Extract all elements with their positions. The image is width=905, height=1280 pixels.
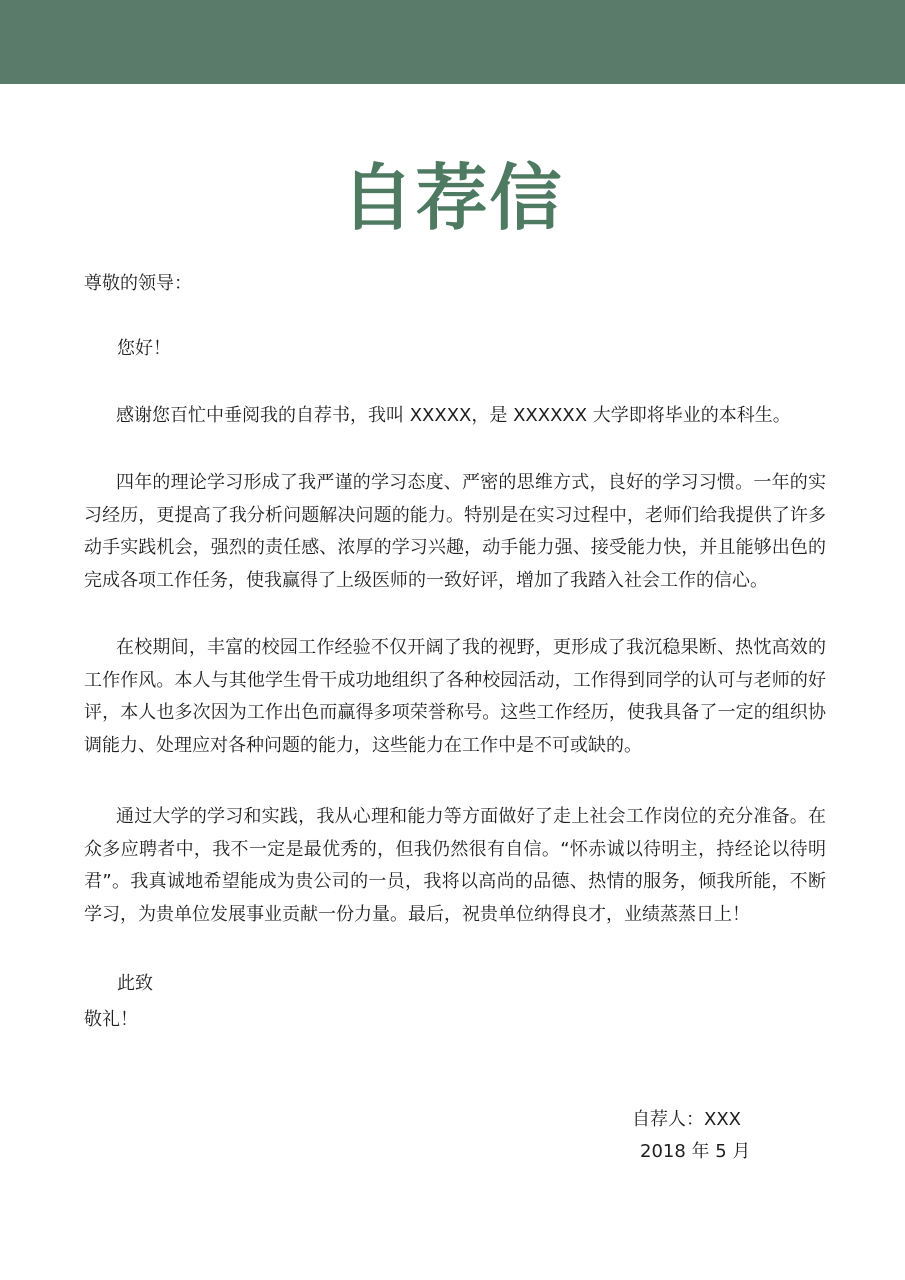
paragraph-conclusion: 通过大学的学习和实践，我从心理和能力等方面做好了走上社会工作岗位的充分准备。在众多应聘者中，我不一定是最优秀的，但我仍然很有自信。“怀赤诚以待明主，持经论以待明君”。我真诚地希望能成为贵公司的一员，我将以高尚的品德、热情的服务，倾我所能，不断学习，为贵单位发展事业贡献一份力量。最后，祝贵单位纳得良才，业绩蒸蒸日上！ [84,806,826,925]
closing-jing-li: 敬礼！ [84,1009,138,1030]
greeting: 您好！ [117,338,171,359]
header-band [0,0,905,84]
paragraph-campus: 在校期间，丰富的校园工作经验不仅开阔了我的视野，更形成了我沉稳果断、热忱高效的工作作风。本人与其他学生骨干成功地组织了各种校园活动，工作得到同学的认可与老师的好评，本人也多次因为工作出色而赢得多项荣誉称号。这些工作经历，使我具备了一定的组织协调能力、处理应对各种问题的能力，这些能力在工作中是不可或缺的。 [84,637,826,756]
letter-title: 自荐信 [341,156,564,240]
salutation: 尊敬的领导： [84,273,192,294]
paragraph-study: 四年的理论学习形成了我严谨的学习态度、严密的思维方式，良好的学习习惯。一年的实习经历，更提高了我分析问题解决问题的能力。特别是在实习过程中，老师们给我提供了许多动手实践机会，强烈的责任感、浓厚的学习兴趣，动手能力强、接受能力快，并且能够出色的完成各项工作任务，使我赢得了上级医师的一致好评，增加了我踏入社会工作的信心。 [84,472,826,591]
paragraph-intro: 感谢您百忙中垂阅我的自荐书，我叫 XXXXX，是 XXXXXX 大学即将毕业的本科生。 [116,405,791,426]
signer: 自荐人：XXX [632,1109,741,1130]
closing-ci-zhi: 此致 [117,973,153,994]
date: 2018 年 5 月 [640,1141,751,1162]
